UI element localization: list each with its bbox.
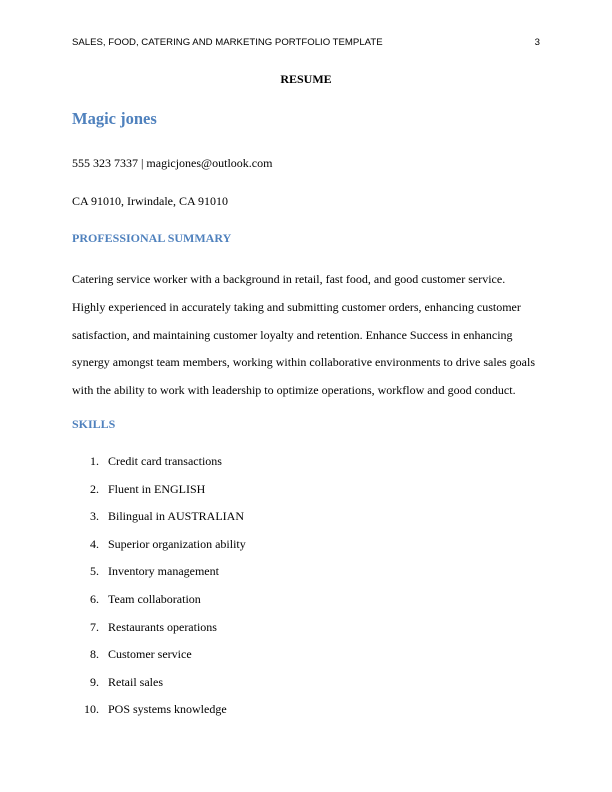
summary-line: with the ability to work with leadership to optimize operations, workflow and good conduct.: [72, 383, 516, 398]
skill-text: Team collaboration: [108, 591, 201, 606]
skill-text: Superior organization ability: [108, 536, 246, 551]
skill-text: Bilingual in AUSTRALIAN: [108, 509, 245, 524]
skill-number: 7.: [90, 619, 99, 634]
skill-item: [72, 508, 540, 536]
summary-line: synergy amongst team members, working within collaborative environments to drive sales goals: [72, 355, 536, 370]
skill-number: 2.: [90, 481, 99, 496]
header-title: SALES, FOOD, CATERING AND MARKETING PORTFOLIO TEMPLATE: [72, 37, 383, 48]
skill-number: 3.: [90, 509, 99, 524]
summary-line: satisfaction, and maintaining customer loyalty and retention. Enhance Success in enhancing: [72, 327, 513, 342]
contact-phone-email: 555 323 7337 | magicjones@outlook.com: [72, 156, 273, 170]
skill-text: Customer service: [108, 647, 192, 662]
skill-text: Retail sales: [108, 674, 163, 689]
skill-item: [72, 701, 540, 729]
skill-text: Credit card transactions: [108, 454, 222, 468]
skill-text: Restaurants operations: [108, 619, 217, 634]
skills-heading: SKILLS: [72, 417, 116, 431]
skill-number: 4.: [90, 536, 99, 551]
skill-text: POS systems knowledge: [108, 702, 227, 717]
resume-heading: RESUME: [280, 72, 332, 86]
summary-line: Highly experienced in accurately taking and submitting customer orders, enhancing customer: [72, 299, 521, 314]
skill-number: 9.: [90, 674, 99, 689]
skill-item: [72, 646, 540, 674]
summary-line: Catering service worker with a background in retail, fast food, and good customer service.: [72, 272, 506, 286]
skill-number: 8.: [90, 647, 99, 662]
page-header: [72, 36, 540, 50]
skill-item: [72, 563, 540, 591]
skill-item: [72, 674, 540, 702]
skills-list: [72, 453, 540, 729]
skill-item: [72, 453, 540, 481]
skill-item: [72, 536, 540, 564]
skill-item: [72, 481, 540, 509]
page-number: 3: [534, 37, 540, 48]
summary-paragraph: [72, 266, 542, 405]
skill-item: [72, 619, 540, 647]
skill-number: 1.: [90, 454, 99, 468]
skill-text: Inventory management: [108, 564, 219, 579]
contact-address: CA 91010, Irwindale, CA 91010: [72, 194, 228, 208]
skill-item: [72, 591, 540, 619]
skill-number: 10.: [84, 702, 99, 717]
candidate-name: Magic jones: [72, 109, 157, 128]
skill-number: 6.: [90, 591, 99, 606]
summary-heading: PROFESSIONAL SUMMARY: [72, 231, 232, 245]
skill-text: Fluent in ENGLISH: [108, 481, 206, 496]
skill-number: 5.: [90, 564, 99, 579]
